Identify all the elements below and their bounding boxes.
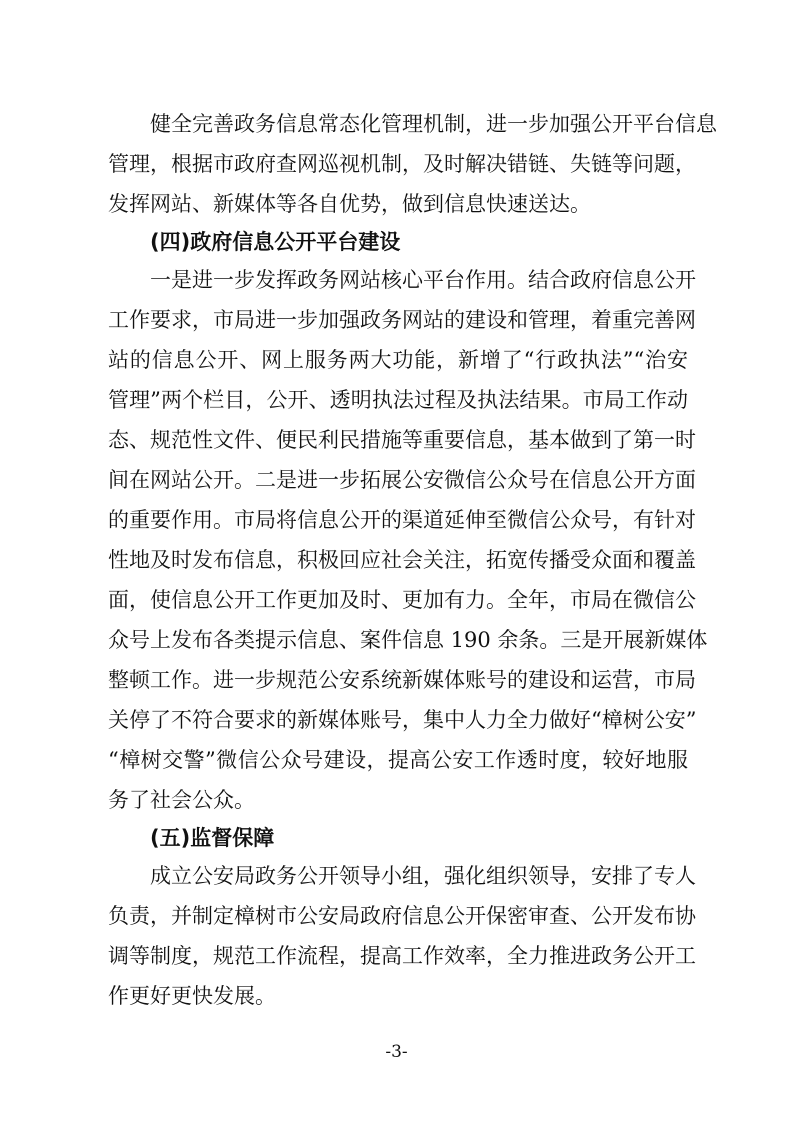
page-number: -3- <box>385 1042 408 1062</box>
body-text-line: 关停了不符合要求的新媒体账号，集中人力全力做好“樟树公安” <box>108 708 697 732</box>
body-text-line: 性地及时发布信息，积极回应社会关注，拓宽传播受众面和覆盖 <box>108 548 696 572</box>
body-text-line: 管理”两个栏目，公开、透明执法过程及执法结果。市局工作动 <box>108 388 688 412</box>
body-text-line: 一是进一步发挥政务网站核心平台作用。结合政府信息公开 <box>150 268 696 292</box>
body-text-line: 众号上发布各类提示信息、案件信息 190 余条。三是开展新媒体 <box>108 628 708 652</box>
body-text-line: 面，使信息公开工作更加及时、更加有力。全年，市局在微信公 <box>108 588 696 612</box>
body-text-line: 的重要作用。市局将信息公开的渠道延伸至微信公众号，有针对 <box>108 508 696 532</box>
body-text-line: 工作要求，市局进一步加强政务网站的建设和管理，着重完善网 <box>108 308 696 332</box>
body-text-line: 态、规范性文件、便民利民措施等重要信息，基本做到了第一时 <box>108 428 696 452</box>
section-heading: (四)政府信息公开平台建设 <box>150 230 401 254</box>
body-text-line: 整顿工作。进一步规范公安系统新媒体账号的建设和运营，市局 <box>108 668 696 692</box>
body-text-line: 间在网站公开。二是进一步拓展公安微信公众号在信息公开方面 <box>108 468 696 492</box>
body-text-line: “樟树交警”微信公众号建设，提高公安工作透时度，较好地服 <box>108 748 688 772</box>
body-text-line: 作更好更快发展。 <box>108 984 276 1008</box>
body-text-line: 负责，并制定樟树市公安局政府信息公开保密审查、公开发布协 <box>108 904 696 928</box>
body-text-line: 成立公安局政务公开领导小组，强化组织领导，安排了专人 <box>150 864 696 888</box>
body-text-line: 健全完善政务信息常态化管理机制，进一步加强公开平台信息 <box>150 112 717 136</box>
body-text-line: 站的信息公开、网上服务两大功能，新增了“行政执法”“治安 <box>108 348 688 372</box>
body-text-line: 管理，根据市政府查网巡视机制，及时解决错链、失链等问题， <box>108 152 696 176</box>
body-text-line: 务了社会公众。 <box>108 788 255 812</box>
body-text-line: 发挥网站、新媒体等各自优势，做到信息快速送达。 <box>108 192 591 216</box>
section-heading: (五)监督保障 <box>150 826 275 850</box>
body-text-line: 调等制度，规范工作流程，提高工作效率，全力推进政务公开工 <box>108 944 696 968</box>
